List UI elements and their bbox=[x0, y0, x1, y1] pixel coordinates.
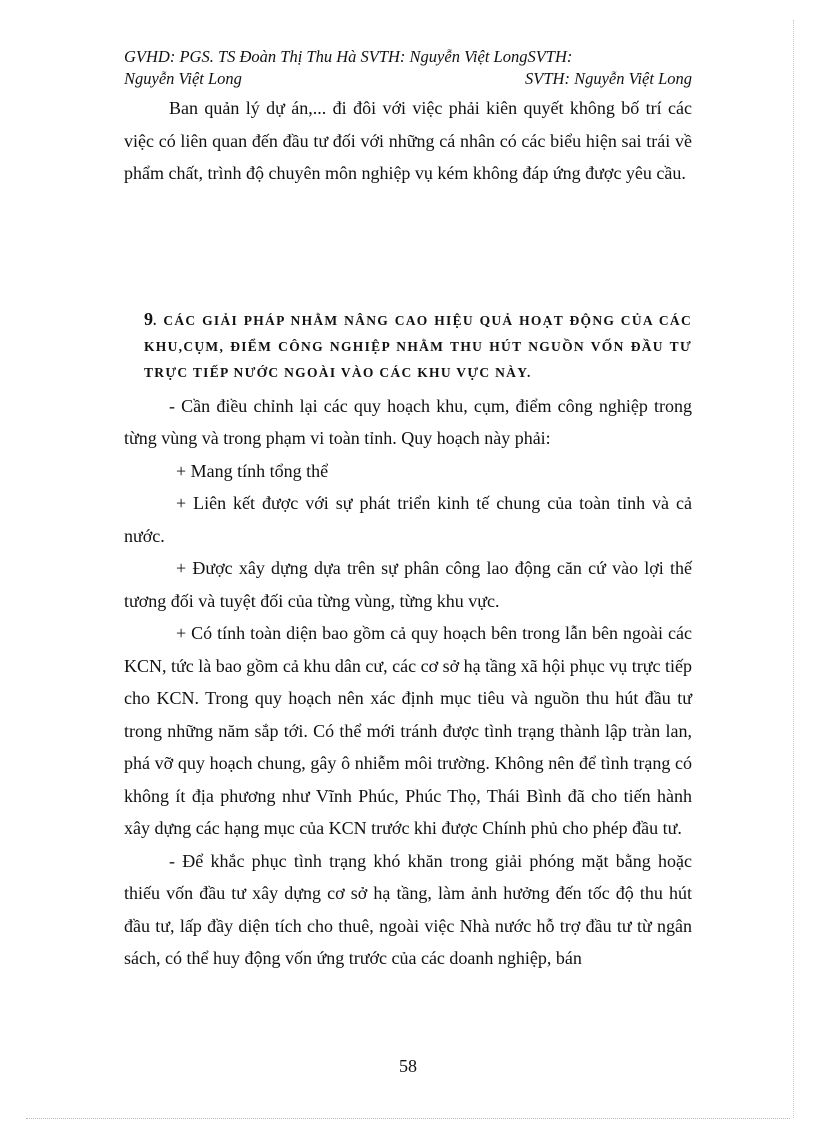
header-line-1: GVHD: PGS. TS Đoàn Thị Thu Hà SVTH: Nguyễn Việt LongSVTH: bbox=[124, 47, 573, 66]
header-line-2 bbox=[124, 68, 692, 90]
paragraph-2: - Để khắc phục tình trạng khó khăn trong giải phóng mặt bằng hoặc thiếu vốn đầu tư xây dựng cơ sở hạ tầng, làm ảnh hưởng đến tốc độ thu hút đầu tư, lấp đầy diện tích cho thuê, ngoài việc Nhà nước hỗ trợ đầu tư từ ngân sách, có thể huy động vốn ứng trước của các doanh nghiệp, bán bbox=[124, 850, 692, 968]
section-title: . CÁC GIẢI PHÁP NHẰM NÂNG CAO HIỆU QUẢ HOẠT ĐỘNG CỦA CÁC KHU,CỤM, ĐIỂM CÔNG NGHIỆP NHẰM THU HÚT NGUỒN VỐN ĐẦU TƯ TRỰC TIẾP NƯỚC NGOÀI VÀO CÁC KHU VỰC NÀY. bbox=[144, 312, 692, 380]
section-gap bbox=[124, 190, 692, 306]
paragraph-1: - Cần điều chỉnh lại các quy hoạch khu, cụm, điểm công nghiệp trong từng vùng và trong phạm vi toàn tỉnh. Quy hoạch này phải: bbox=[124, 395, 692, 448]
bullet-1: + Mang tính tổng thể bbox=[176, 460, 329, 481]
page-header bbox=[124, 46, 692, 90]
bullet-4: + Có tính toàn diện bao gồm cả quy hoạch bên trong lẫn bên ngoài các KCN, tức là bao gồm cả khu dân cư, các cơ sở hạ tầng xã hội phục vụ trực tiếp cho KCN. Trong quy hoạch nên xác định mục tiêu và nguồn thu hút đầu tư trong những năm sắp tới. Có thể mới tránh được tình trạng thành lập tràn lan, phá vỡ quy hoạch chung, gây ô nhiễm môi trường. Không nên để tình trạng có không ít địa phương như Vĩnh Phúc, Phúc Thọ, Thái Bình đã cho tiến hành xây dựng các hạng mục của KCN trước khi được Chính phủ cho phép đầu tư. bbox=[124, 623, 692, 838]
bullet-3: + Được xây dựng dựa trên sự phân công lao động căn cứ vào lợi thế tương đối và tuyệt đối của từng vùng, từng khu vực. bbox=[124, 558, 692, 611]
section-number: 9 bbox=[144, 308, 153, 329]
page-border-bottom bbox=[26, 1118, 790, 1119]
header-author-right: SVTH: Nguyễn Việt Long bbox=[525, 69, 692, 88]
page-number: 58 bbox=[399, 1056, 417, 1076]
bullet-2: + Liên kết được với sự phát triển kinh tế chung của toàn tỉnh và cả nước. bbox=[124, 493, 692, 546]
header-author-left: Nguyễn Việt Long bbox=[124, 69, 242, 88]
paragraph-continued: Ban quản lý dự án,... đi đôi với việc phải kiên quyết không bố trí các việc có liên quan đến đầu tư đối với những cá nhân có các biểu hiện sai trái về phẩm chất, trình độ chuyên môn nghiệp vụ kém không đáp ứng được yêu cầu. bbox=[124, 98, 692, 183]
page-border-right bbox=[793, 20, 794, 1118]
document-body bbox=[124, 92, 692, 975]
section-heading bbox=[144, 306, 692, 386]
